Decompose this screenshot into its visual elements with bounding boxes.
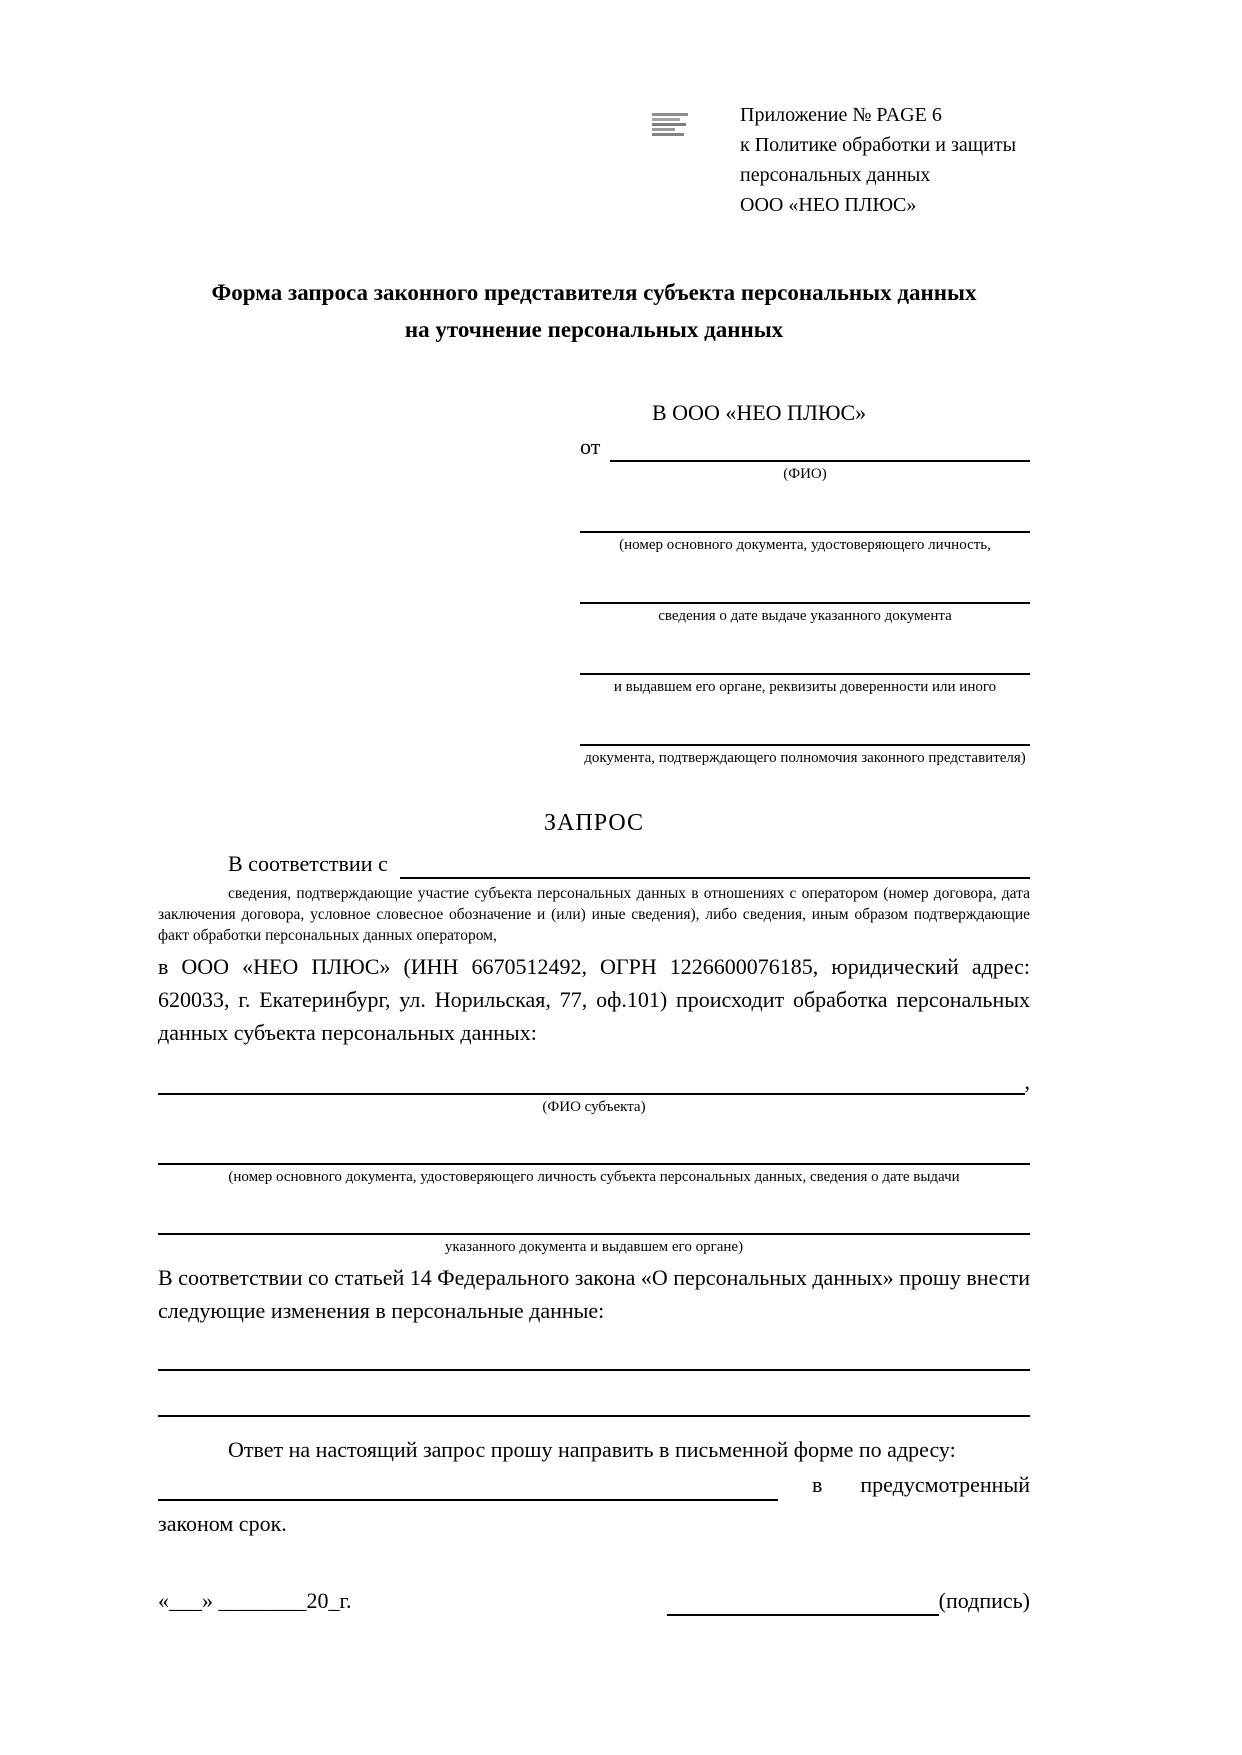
intro-row [158, 849, 1030, 879]
subject-doc-field-1 [158, 1139, 1030, 1187]
doc-caption-4: документа, подтверждающего полномочия законного представителя) [584, 750, 1026, 766]
doc-fill-line-2[interactable] [580, 580, 1030, 604]
subject-doc-fill-line-2[interactable] [158, 1209, 1030, 1235]
changes-fill-line-1[interactable] [158, 1327, 1030, 1371]
doc-field-3 [580, 651, 1030, 697]
doc-field-4 [580, 722, 1030, 768]
subject-fio-fill-line[interactable] [158, 1067, 1025, 1095]
appendix-block [740, 0, 1030, 220]
page-title [158, 274, 1030, 348]
footnote-text: сведения, подтверждающие участие субъекта персональных данных в отношениях с оператором (номер договора, дата заключения договора, условное словесное обозначение и (или) иные сведения), либо сведения, иным образом подтверждающие факт обработки персональных данных оператором, [158, 885, 1030, 944]
signature-row [158, 1586, 1030, 1616]
from-row [580, 432, 1030, 462]
request-heading: ЗАПРОС [544, 810, 644, 836]
answer-address-row [158, 1468, 1030, 1501]
law-paragraph: В соответствии со статьей 14 Федерального закона «О персональных данных» прошу внести следующие изменения в персональные данные: [158, 1265, 1030, 1323]
appendix-line-1: Приложение № PAGE 6 [740, 104, 942, 126]
appendix-line-3: персональных данных [740, 164, 931, 186]
doc-caption-2: сведения о дате выдаче указанного документа [658, 608, 952, 624]
addressee-company: В ООО «НЕО ПЛЮС» [652, 400, 867, 425]
doc-fill-line-1[interactable] [580, 509, 1030, 533]
subject-doc-field-2 [158, 1209, 1030, 1257]
doc-fill-line-3[interactable] [580, 651, 1030, 675]
signature-block [667, 1586, 1030, 1616]
document-page [158, 0, 1030, 1616]
answer-word-v: в [812, 1472, 823, 1497]
signature-fill-line[interactable] [667, 1588, 939, 1616]
intro-fill-line[interactable] [400, 851, 1030, 879]
subject-doc-fill-line-1[interactable] [158, 1139, 1030, 1165]
answer-closing: законом срок. [158, 1511, 287, 1536]
appendix-line-4: ООО «НЕО ПЛЮС» [740, 194, 917, 216]
subject-doc-caption-1: (номер основного документа, удостоверяющего личность субъекта персональных данных, сведения о дате выдачи [228, 1169, 960, 1185]
signature-caption: (подпись) [938, 1588, 1030, 1613]
doc-caption-1: (номер основного документа, удостоверяющего личность, [619, 537, 991, 553]
appendix-line-2: к Политике обработки и защиты [740, 134, 1017, 156]
doc-field-1 [580, 509, 1030, 555]
address-fill-line[interactable] [158, 1473, 778, 1501]
fio-fill-line[interactable] [610, 434, 1030, 462]
operator-paragraph: в ООО «НЕО ПЛЮС» (ИНН 6670512492, ОГРН 1226600076185, юридический адрес: 620033, г. Екатеринбург, ул. Норильская, 77, оф.101) происходит обработка персональных данных субъекта персональных данных: [158, 954, 1030, 1045]
fio-caption: (ФИО) [783, 466, 827, 482]
answer-tail-words [778, 1468, 1030, 1501]
doc-field-2 [580, 580, 1030, 626]
subject-fio-caption: (ФИО субъекта) [542, 1099, 646, 1115]
page-title-line-2: на уточнение персональных данных [404, 317, 784, 342]
subject-doc-caption-2: указанного документа и выдавшем его органе) [444, 1239, 744, 1255]
subject-fio-suffix: , [1024, 1069, 1030, 1094]
answer-intro: Ответ на настоящий запрос прошу направить в письменной форме по адресу: [228, 1437, 956, 1462]
from-label: от [580, 434, 601, 459]
doc-caption-3: и выдавшем его органе, реквизиты доверенности или иного [613, 679, 997, 695]
doc-fill-line-4[interactable] [580, 722, 1030, 746]
date-field[interactable]: «___» ________20_г. [158, 1588, 352, 1613]
page-title-line-1: Форма запроса законного представителя субъекта персональных данных [211, 280, 977, 305]
subject-fio-row [158, 1067, 1030, 1095]
intro-label: В соответствии с [228, 851, 388, 876]
addressee-block [580, 398, 1030, 768]
changes-fill-line-2[interactable] [158, 1371, 1030, 1417]
answer-word-predusmotrenny: предусмотренный [860, 1472, 1030, 1497]
